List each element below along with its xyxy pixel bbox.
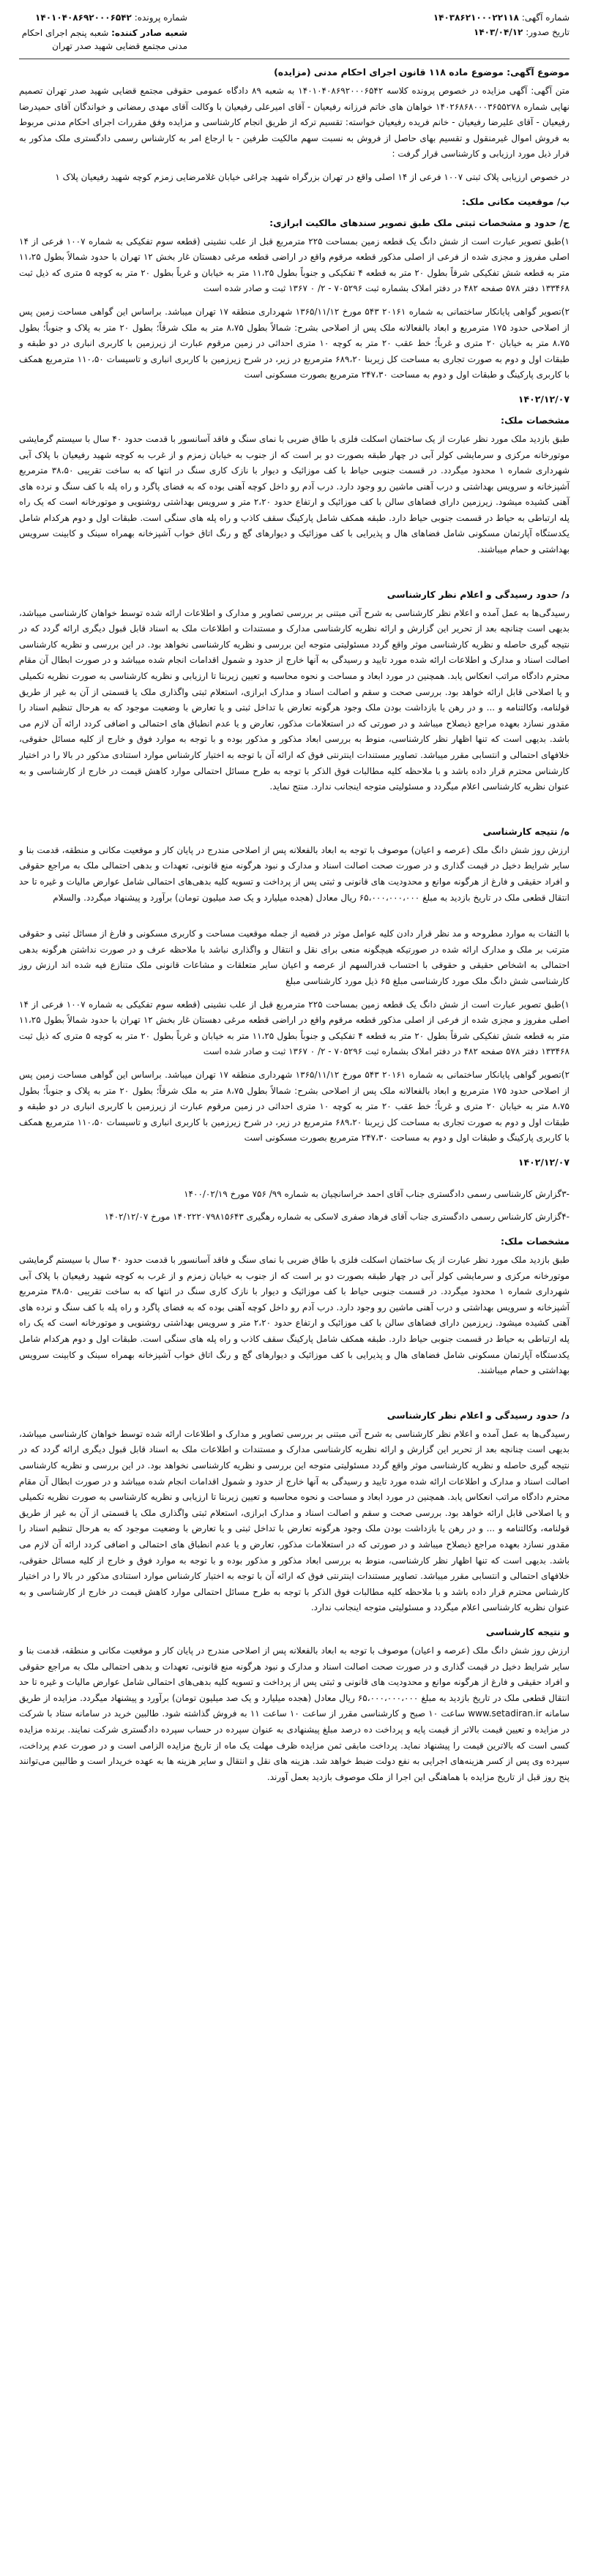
spacer — [19, 566, 570, 579]
date-line-1: ۱۴۰۲/۱۲/۰۷ — [518, 393, 570, 405]
date-line-2: ۱۴۰۲/۱۲/۰۷ — [518, 1156, 570, 1168]
court-label: شعبه صادر کننده: — [111, 28, 187, 38]
intro-paragraph: متن آگهی: آگهی مزایده در خصوص پرونده کلاسه ۱۴۰۱۰۴۰۸۶۹۲۰۰۰۶۵۴۲ به شعبه ۸۹ دادگاه عمومی حقوقی مجتمع قضایی شهید صدر تهران تصمیم نهایی شماره ۱۴۰۲۶۸۶۸۰۰۰۳۶۵۵۲۷۸ خواهان های خاتم فرزانه رفیعیان - آقای امیرعلی رفیعیان با وکالت آقای مهدی رمضانی و خواندگان آقای حمیدرضا رفیعیان - آقای علیرضا رفیعیان - خانم فریده رفیعیان خواسته: تقسیم ترکه از طریق انجام کارشناسی و مزایده وفق مقررات اجرای احکام مدنی مربوط به فروش اموال غیرمنقول و تقسیم بهای حاصل از فروش به نسبت سهم مالکیت طرفین - با ارجاع امر به کارشناس رسمی دادگستری ملک مذکور به قرار ذیل مورد ارزیابی و کارشناسی قرار گرفت : — [19, 86, 570, 159]
location-paragraph: در خصوص ارزیابی پلاک ثبتی ۱۰۰۷ فرعی از ۱۴ اصلی واقع در تهران بزرگراه شهید چراغی خیابان غلامرضایی زمزم کوچه شهید رفیعیان پلاک ۱ — [55, 171, 570, 182]
specs-title: مشخصات ملک: — [500, 414, 570, 426]
section-b-title: ب/ موقعیت مکانی ملک: — [461, 195, 570, 207]
report-1-line: -۳گزارش کارشناسی رسمی دادگستری جناب آقای احمد خراسانچیان به شماره ۹۹/ ۷۵۶ مورخ ۱۴۰۰/۰۲/۱۹ — [184, 1188, 570, 1199]
ad-number: ۱۴۰۳۸۶۲۱۰۰۰۲۲۱۱۸ — [433, 12, 519, 23]
item-2b-paragraph: ۲)تصویر گواهی پایانکار ساختمانی به شماره ۲۰۱۶۱ ۵۴۳ مورخ ۱۳۶۵/۱۱/۱۲ شهرداری منطقه ۱۷ تهران میباشد. براساس این گواهی مساحت زمین پس از اصلاحی حدود ۱۷۵ مترمربع و ابعاد بالفعالانه ملک پس از اصلاحی بشرح: شمالاً بطول ۸،۷۵ متر به ملک شرقاً؛ بطول ۲۰ متر به پلاک و جنوباً؛ بطول ۸،۷۵ متر به خیابان ۲۰ متری و غرباً؛ خط عقب ۲۰ متر به کوچه ۱۰ متری احداثی در زمین مرقوم عبارت از زیرزمین با کاربری انباری در دو طبقه و طبقات اول و دوم به صورت تجاری به مساحت کل زیربنا ۶۸۹،۲۰ مترمربع در زیر، در شرح زیرزمین با کاربری انباری و تاسیسات ۱۱۰،۵۰ مترمربع همکف با کاربری پارکینگ و طبقات اول و دوم به مساحت ۲۴۷،۳۰ مترمربع بصورت مسکونی است — [19, 1069, 570, 1144]
subject-line: موضوع آگهی: موضوع ماده ۱۱۸ قانون اجرای احکام مدنی (مزایده) — [274, 67, 570, 78]
item-2-paragraph: ۲)تصویر گواهی پایانکار ساختمانی به شماره ۲۰۱۶۱ ۵۴۳ مورخ ۱۳۶۵/۱۱/۱۲ شهرداری منطقه ۱۷ تهران میباشد. براساس این گواهی مساحت زمین پس از اصلاحی حدود ۱۷۵ مترمربع و ابعاد بالفعالانه ملک پس از اصلاحی بشرح: شمالاً بطول ۸،۷۵ متر به ملک شرقاً؛ بطول ۲۰ متر به پلاک و جنوباً؛ بطول ۸،۷۵ متر به خیابان ۲۰ متری و غرباً؛ خط عقب ۲۰ متر به کوچه ۱۰ متری احداثی در زمین مرقوم عبارت از زیرزمین با کاربری انباری در دو طبقه و طبقات اول و دوم به صورت تجاری به مساحت کل زیربنا ۶۸۹،۲۰ مترمربع در زیر، در شرح زیرزمین با کاربری انباری و تاسیسات ۱۱۰،۵۰ مترمربع همکف با کاربری پارکینگ و طبقات اول و دوم به مساحت ۲۴۷،۳۰ مترمربع بصورت مسکونی است — [19, 306, 570, 380]
section-d2-title: د/ حدود رسیدگی و اعلام نظر کارشناسی — [387, 1409, 570, 1421]
ad-number-row — [433, 10, 570, 25]
ad-number-label: شماره آگهی: — [521, 12, 570, 23]
issue-date-label: تاریخ صدور: — [526, 27, 570, 37]
item-1b-paragraph: ۱)طبق تصویر عبارت است از شش دانگ یک قطعه زمین بمساحت ۲۲۵ مترمربع قبل از علب نشینی (قطعه سوم تفکیکی به شماره ۱۰۰۷ فرعی از ۱۴ اصلی مفروز و مجزی شده از فرعی از اصلی مذکور قطعه مرقوم واقع در اراضی قطعه مرغی دهستان غار بخش ۱۲ تهران با حدود شمالاً بطول ۱۱،۲۵ متر به قطعه شش تفکیکی شرقاً بطول ۲۰ متر به قطعه ۴ تفکیکی و جنوباً بطول ۱۱،۲۵ متر به خیابان و غرباً بطول ۲۰ متر به کوچه ۵ متری که ذیل ثبت ۱۳۳۴۶۸ دفتر ۵۷۸ صفحه ۴۸۲ در دفتر املاک بشماره ثبت ۷۰۵۲۹۶ - ۲/ ۰ ۱۳۶۷ ثبت و صادر شده است — [19, 999, 570, 1057]
section-j-title: ج/ حدود و مشخصات ثبتی ملک طبق تصویر سندهای مالکیت ابرازی: — [269, 217, 570, 228]
header-left — [19, 10, 187, 53]
court-row — [19, 26, 187, 53]
issue-date-row — [433, 25, 570, 40]
result-paragraph: ارزش روز شش دانگ ملک (عرصه و اعیان) موصوف با توجه به ابعاد بالفعلانه پس از اصلاحی مندرج در پایان کار و موقعیت مکانی و منطقه، قدمت بنا و سایر شرایط دخیل در قیمت گذاری و در صورت صحت اصالت اسناد و مدارک و نبود هرگونه منع قانونی، تعهدات و بدهی احتمالی ملک به مراجع حقوقی و افراد حقیقی و فارغ از هرگونه موانع و محدودیت های قانونی و ثبتی پس از پرداخت و تسویه کلیه بدهی‌های احتمالی شامل عوارض مالیات و غیره تا حد انتقال قطعی ملک در تاریخ بازدید به مبلغ ۶۵،۰۰۰،۰۰۰،۰۰۰ ریال معادل (هجده میلیارد و یک صد میلیون تومان) برآورد و پیشنهاد میگردد. والسلام — [19, 844, 570, 903]
case-number-row — [19, 10, 187, 25]
specs-2-title: مشخصات ملک: — [500, 1236, 570, 1247]
section-h-title: ه/ نتیجه کارشناسی — [482, 825, 570, 837]
report-2-line: -۴گزارش کارشناس رسمی دادگستری جناب آقای فرهاد صفری لاسکی به شماره رهگیری ۱۴۰۲۲۲۰۷۹۸۱۵۶۴۳ مورخ ۱۴۰۲/۱۲/۰۷ — [104, 1212, 570, 1223]
spacer — [19, 913, 570, 926]
section-d-title: د/ حدود رسیدگی و اعلام نظر کارشناسی — [387, 588, 570, 600]
item-1-paragraph: ۱)طبق تصویر عبارت است از شش دانگ یک قطعه زمین بمساحت ۲۲۵ مترمربع قبل از علب نشینی (قطعه سوم تفکیکی به شماره ۱۰۰۷ فرعی از ۱۴ اصلی مفروز و مجزی شده از فرعی از اصلی مذکور قطعه مرقوم واقع در اراضی قطعه مرغی دهستان غار بخش ۱۲ تهران با حدود شمالاً بطول ۱۱،۲۵ متر به قطعه شش تفکیکی شرقاً بطول ۲۰ متر به قطعه ۴ تفکیکی و جنوباً بطول ۱۱،۲۵ متر به خیابان و غرباً بطول ۲۰ متر به کوچه ۵ متری که ذیل ثبت ۱۳۳۴۶۸ دفتر ۵۷۸ صفحه ۴۸۲ در دفتر املاک بشماره ثبت ۷۰۵۲۹۶ - ۲/ ۰ ۱۳۶۷ ثبت و صادر شده است — [19, 236, 570, 294]
scope-paragraph: رسیدگی‌ها به عمل آمده و اعلام نظر کارشناسی به شرح آتی مبتنی بر بررسی تصاویر و مدارک و اطلاعات ارائه شده توسط خواهان کارشناسی میباشد، بدیهی است چنانچه بعد از تحریر این گزارش و ارائه نظریه کارشناسی مدارک و مستندات و اطلاعات ملک به اسناد قابل قبول دیگری ارائه گردد که در نتیجه گیری حاصله و نظریه کارشناسی موثر واقع گردد مسئولیتی متوجه این بررسی و نظریه کارشناسی نخواهد بود. در این بررسی و نظریه کارشناسی اصالت اسناد و مدارک و اطلاعات ارائه شده مورد تایید و رسیدگی به آنها خارج از حدود و شمول اقدامات انجام شده میباشد و در صورت ابطال آن مقام محترم دادگاه مراتب انعکاس یابد. همچنین در مورد ابعاد و مساحت و نحوه محاسبه و تعیین زیربنا تا ارزیابی و نظریه کارشناسی به صورت نظریه تکمیلی و یا اصلاحی قابل ارائه خواهد بود. بررسی صحت و سقم و اصالت اسناد و مدارک ابرازی، استعلام ثبتی واگذاری ملک یا قسمتی از آن به غیر از طریق قولنامه، وکالتنامه و ... و در رهن یا بازداشت بودن ملک وجود هرگونه تعارض با تداخل ثبتی و یا تعارض با وضعیت موجود که به هرحال تنظیم اسناد را مقدور نسازد بعهده مراجع ذیصلاح میباشد و در صورتی که در استعلامات مذکور، تعارض و یا عدم انطباق های احتمالی و اضافی کردد ارائه آن لازم می باشد. بدیهی است که تنها اظهار نظر کارشناسی، منوط به بررسی ابعاد مذکور و مذکور بوده و با توجه به موارد فوق و خارج از کلیه مسائل حقوقی، خلافهای احتمالی و انتسابی مقرر میباشد. تصاویر مستندات اینترنتی فوق که ارائه آن با توجه به اختیار کارشناس موارد استنادی مذکور در بالا را در اختیار کارشناس محترم قرار داده باشد و با ملاحظه کلیه مطالبات فوق الذکر با توجه به طرح مسائل احتمالی موارد کاهش قیمت در خارج از کارشناسی و به عنوان نظریه کارشناسی اعلام میگردد و مسئولیتی متوجه اینجانب ندارد. منتج نماید. — [19, 607, 570, 792]
scope-2-paragraph: رسیدگی‌ها به عمل آمده و اعلام نظر کارشناسی به شرح آتی مبتنی بر بررسی تصاویر و مدارک و اطلاعات ارائه شده توسط خواهان کارشناسی میباشد، بدیهی است چنانچه بعد از تحریر این گزارش و ارائه نظریه کارشناسی مدارک و مستندات و اطلاعات ملک به اسناد قابل قبول دیگری ارائه گردد که در نتیجه گیری حاصله و نظریه کارشناسی موثر واقع گردد مسئولیتی متوجه این بررسی و نظریه کارشناسی نخواهد بود. در این بررسی و نظریه کارشناسی اصالت اسناد و مدارک و اطلاعات ارائه شده مورد تایید و رسیدگی به آنها خارج از حدود و شمول اقدامات انجام شده میباشد و در صورت ابطال آن مقام محترم دادگاه مراتب انعکاس یابد. همچنین در مورد ابعاد و مساحت و نحوه محاسبه و تعیین زیربنا تا ارزیابی و نظریه کارشناسی به صورت نظریه تکمیلی و یا اصلاحی قابل ارائه خواهد بود. بررسی صحت و سقم و اصالت اسناد و مدارک ابرازی، استعلام ثبتی واگذاری ملک یا قسمتی از آن به غیر از طریق قولنامه، وکالتنامه و ... و در رهن یا بازداشت بودن ملک وجود هرگونه تعارض با تداخل ثبتی و یا تعارض با وضعیت موجود که به هرحال تنظیم اسناد را مقدور نسازد بعهده مراجع ذیصلاح میباشد و در صورتی که در استعلامات مذکور، تعارض و یا عدم انطباق های احتمالی و اضافی کردد ارائه آن لازم می باشد. بدیهی است که تنها اظهار نظر کارشناسی، منوط به بررسی ابعاد مذکور و مذکور بوده و با توجه به موارد فوق و خارج از کلیه مسائل حقوقی، خلافهای احتمالی و انتسابی مقرر میباشد. تصاویر مستندات اینترنتی فوق که ارائه آن با توجه به اختیار کارشناس موارد استنادی مذکور در بالا را در اختیار کارشناس محترم قرار داده باشد و با ملاحظه کلیه مطالبات فوق الذکر با توجه به طرح مسائل احتمالی موارد کاهش قیمت در خارج از کارشناسی و به عنوان نظریه کارشناسی اعلام میگردد و مسئولیتی متوجه اینجانب ندارد. — [19, 1428, 570, 1613]
spacer — [19, 803, 570, 816]
rule-paragraph: با التفات به موارد مطروحه و مد نظر قرار دادن کلیه عوامل موثر در قضیه از جمله موقعیت مساحت و کاربری مسکونی و فارغ از مسائل ثبتی و حقوقی مترتب بر ملک و مدارک ارائه شده در صورتیکه هیچگونه منعی برای نقل و انتقال و واگذاری نباشد با ملاحظه عرف و در صورت نداشتن هرگونه بدهی احتمالی به اشخاص حقیقی و حقوقی با احتساب قدرالسهم از عرصه و اعیان سایر متعلقات و مشاعات قانونی ملک متنازع فیه شده اند ارزش روز کارشناسی شش دانگ ملک مورد کارشناسی مبلغ ۶۵ ذیل مورد کارشناسی مبلغ — [19, 928, 570, 986]
specs-2-paragraph: طبق بازدید ملک مورد نظر عبارت از یک ساختمان اسکلت فلزی با طاق ضربی با نمای سنگ و فاقد آسانسور با قدمت حدود ۴۰ سال با سیستم گرمایشی موتورخانه مرکزی و سرمایشی کولر آبی در چهار طبقه بصورت دو بر است که از جنوب به خیابان زمزم و از غرب به کوچه شهید رفیعیان با پلاک آبی شهرداری شماره ۱ محدود میگردد. در قسمت جنوبی حیاط با کف موزائیک و دیوار با نازک کاری سنگ در انتها که به ساخت تقریبی ۳۸،۵۰ مترمربع آشپزخانه و سرویس بهداشتی و درب آهنی ماشین رو وجود دارد. درب آدم رو داخل کوچه آهنی بوده که به فضای پاگرد و راه پله با کف سنگ و نرده های آهنی کشیده میشود. زیرزمین دارای فضاهای سالن با کف موزائیک و ارتفاع حدود ۲،۲۰ متر و سرویس بهداشتی روشنویی و موتورخانه است که یک راه پله ارتباطی به حیاط در قسمت جنوبی حیاط دارد. طبقه همکف شامل پارکینگ سقف کاذب و راه پله های سنگی است. طبقات اول و دوم هرکدام شامل یکدستگاه آپارتمان مسکونی شامل فضاهای هال و پذیرایی با کف موزائیک و دیوارهای گچ و رنگ اتاق خواب آشپزخانه بهمراه سینک و کابینت سرویس بهداشتی و حمام میباشند. — [19, 1255, 570, 1376]
spacer — [19, 1174, 570, 1187]
section-h2-title: و نتیجه کارشناسی — [485, 1626, 570, 1637]
issue-date: ۱۴۰۳/۰۴/۱۲ — [474, 27, 523, 37]
result-2-paragraph: ارزش روز شش دانگ ملک (عرصه و اعیان) موصوف با توجه به ابعاد بالفعلانه پس از اصلاحی مندرج در پایان کار و موقعیت مکانی و منطقه، قدمت بنا و سایر شرایط دخیل در قیمت گذاری و در صورت صحت اصالت اسناد و مدارک و نبود هرگونه منع قانونی، تعهدات و بدهی احتمالی ملک به مراجع حقوقی و افراد حقیقی و فارغ از هرگونه موانع و محدودیت های قانونی و ثبتی پس از پرداخت و تسویه کلیه بدهی‌های احتمالی شامل عوارض مالیات و غیره تا حد انتقال قطعی ملک در تاریخ بازدید به مبلغ ۶۵،۰۰۰،۰۰۰،۰۰۰ ریال معادل (هجده میلیارد و یک صد میلیون تومان) برآورد و پیشنهاد میگردد. مزایده از طریق سامانه www.setadiran.ir ساعت ۱۰ صبح و کارشناسی مقرر از ساعت ۱۰ ساعت ۱۱ به فروش گذاشته شود. طالبین خرید در سامانه ستاد با شرکت در مزایده و تعیین قیمت بالاتر از قیمت پایه و پرداخت ده درصد مبلغ پیشنهادی به عنوان سپرده در حساب سپرده دادگستری شرکت نمایند. برنده مزایده کسی است که بالاترین قیمت را پیشنهاد نماید. پرداخت مابقی ثمن مزایده ظرف مهلت یک ماه از تاریخ مزایده الزامی است و در صورت عدم پرداخت، سپرده وی پس از کسر هزینه‌های اجرایی به نفع دولت ضبط خواهد شد. هزینه های نقل و انتقال و سایر هزینه ها به عهده خریدار است و طالبین می‌توانند پنج روز قبل از تاریخ مزایده با هماهنگی این اجرا از ملک موصوف بازدید بعمل آورند. — [19, 1645, 570, 1782]
case-number: ۱۴۰۱۰۴۰۸۶۹۲۰۰۰۶۵۴۲ — [35, 12, 132, 23]
specs-paragraph: طبق بازدید ملک مورد نظر عبارت از یک ساختمان اسکلت فلزی با طاق ضربی با نمای سنگ و فاقد آسانسور با قدمت حدود ۴۰ سال با سیستم گرمایشی موتورخانه مرکزی و سرمایشی کولر آبی در چهار طبقه بصورت دو بر است که از جنوب به خیابان زمزم و از غرب به کوچه شهید رفیعیان با پلاک آبی شهرداری شماره ۱ محدود میگردد. در قسمت جنوبی حیاط با کف موزائیک و دیوار با نازک کاری سنگ در انتها که به ساخت تقریبی ۳۸،۵۰ مترمربع آشپزخانه و سرویس بهداشتی و درب آهنی ماشین رو وجود دارد. درب آدم رو داخل کوچه آهنی بوده که به فضای پاگرد و راه پله با کف سنگ و نرده های آهنی کشیده میشود. زیرزمین دارای فضاهای سالن با کف موزائیک و ارتفاع حدود ۲،۲۰ متر و سرویس بهداشتی روشنویی و موتورخانه است که یک راه پله ارتباطی به حیاط در قسمت جنوبی حیاط دارد. طبقه همکف شامل پارکینگ سقف کاذب و راه پله های سنگی است. طبقات اول و دوم هرکدام شامل یکدستگاه آپارتمان مسکونی شامل فضاهای هال و پذیرایی با کف موزائیک و دیوارهای گچ و رنگ اتاق خواب آشپزخانه بهمراه سینک و کابینت سرویس بهداشتی و حمام میباشند. — [19, 433, 570, 555]
document-header — [19, 10, 570, 53]
header-right — [433, 10, 570, 40]
case-number-label: شماره پرونده: — [134, 12, 187, 23]
spacer — [19, 1386, 570, 1400]
court-name: شعبه پنجم اجرای احکام مدنی مجتمع قضایی شهید صدر تهران — [21, 28, 187, 51]
